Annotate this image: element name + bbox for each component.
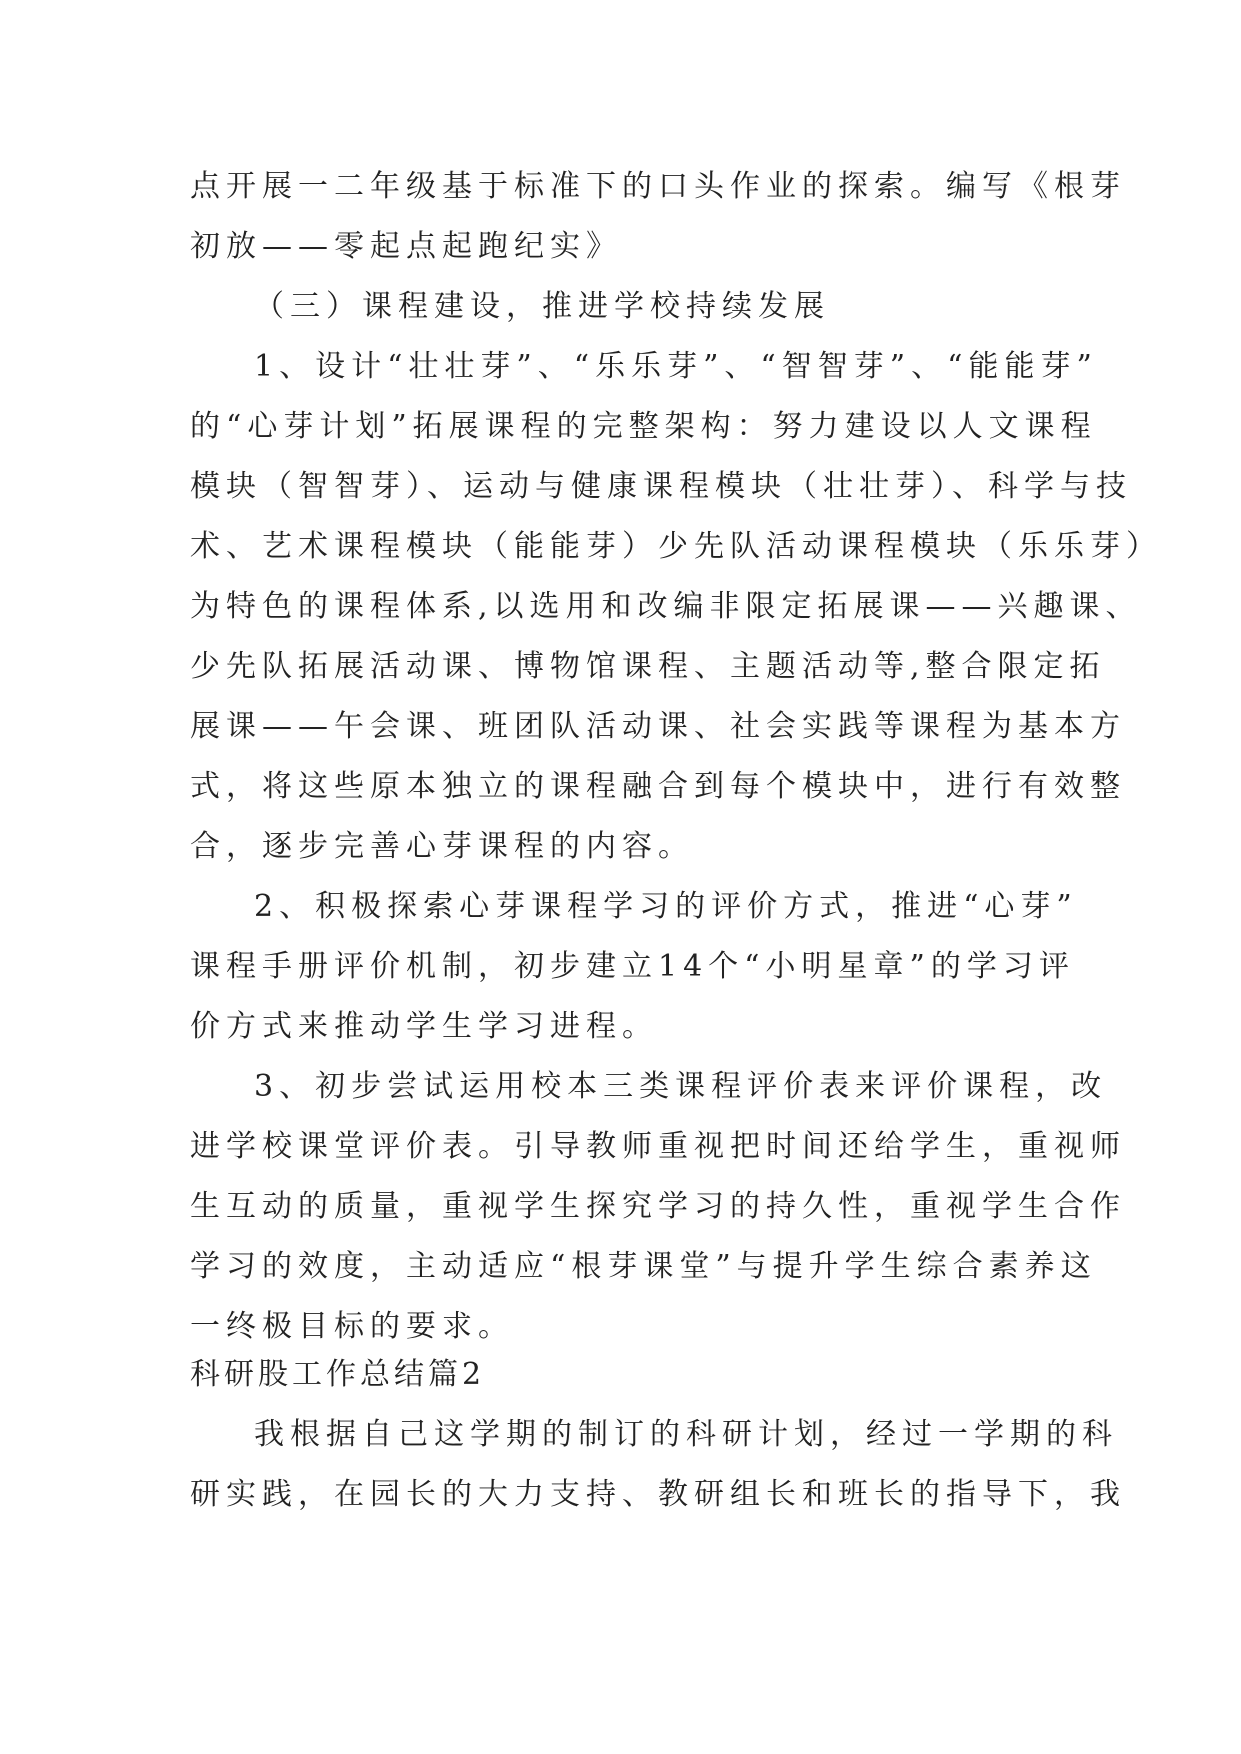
section-2-body bbox=[190, 1345, 1126, 1525]
paragraph-line: 式，将这些原本独立的课程融合到每个模块中，进行有效整 bbox=[190, 769, 1126, 804]
paragraph-line: 术、艺术课程模块（能能芽）少先队活动课程模块（乐乐芽） bbox=[190, 529, 1162, 564]
paragraph-line: 为特色的课程体系,以选用和改编非限定拓展课——兴趣课、 bbox=[190, 589, 1142, 624]
paragraph-line: 模块（智智芽）、运动与健康课程模块（壮壮芽）、科学与技 bbox=[190, 469, 1132, 504]
paragraph-line: 展课——午会课、班团队活动课、社会实践等课程为基本方 bbox=[190, 709, 1126, 744]
paragraph-line: 学习的效度，主动适应“根芽课堂”与提升学生综合素养这 bbox=[190, 1249, 1097, 1284]
paragraph-line: 2、积极探索心芽课程学习的评价方式，推进“心芽” bbox=[254, 889, 1078, 924]
paragraph-line: 3、初步尝试运用校本三类课程评价表来评价课程，改 bbox=[254, 1069, 1108, 1104]
paragraph-line: 一终极目标的要求。 bbox=[190, 1309, 514, 1344]
paragraph-line: 我根据自己这学期的制订的科研计划，经过一学期的科 bbox=[254, 1417, 1118, 1452]
paragraph-line: 1、设计“壮壮芽”、“乐乐芽”、“智智芽”、“能能芽” bbox=[254, 349, 1098, 384]
paragraph-line: 价方式来推动学生学习进程。 bbox=[190, 1009, 658, 1044]
subsection-heading: （三）课程建设，推进学校持续发展 bbox=[254, 289, 830, 324]
paragraph-line: 生互动的质量，重视学生探究学习的持久性，重视学生合作 bbox=[190, 1189, 1126, 1224]
section-title: 科研股工作总结篇2 bbox=[190, 1357, 486, 1392]
paragraph-line: 初放——零起点起跑纪实》 bbox=[190, 229, 622, 264]
paragraph-line: 合，逐步完善心芽课程的内容。 bbox=[190, 829, 694, 864]
paragraph-line: 的“心芽计划”拓展课程的完整架构：努力建设以人文课程 bbox=[190, 409, 1097, 444]
section-1-body bbox=[190, 157, 1162, 1357]
paragraph-line: 少先队拓展活动课、博物馆课程、主题活动等,整合限定拓 bbox=[190, 649, 1106, 684]
paragraph-line: 课程手册评价机制，初步建立14个“小明星章”的学习评 bbox=[190, 949, 1075, 984]
paragraph-line: 进学校课堂评价表。引导教师重视把时间还给学生，重视师 bbox=[190, 1129, 1126, 1164]
paragraph-line: 点开展一二年级基于标准下的口头作业的探索。编写《根芽 bbox=[190, 169, 1126, 204]
paragraph-line: 研实践，在园长的大力支持、教研组长和班长的指导下，我 bbox=[190, 1477, 1126, 1512]
